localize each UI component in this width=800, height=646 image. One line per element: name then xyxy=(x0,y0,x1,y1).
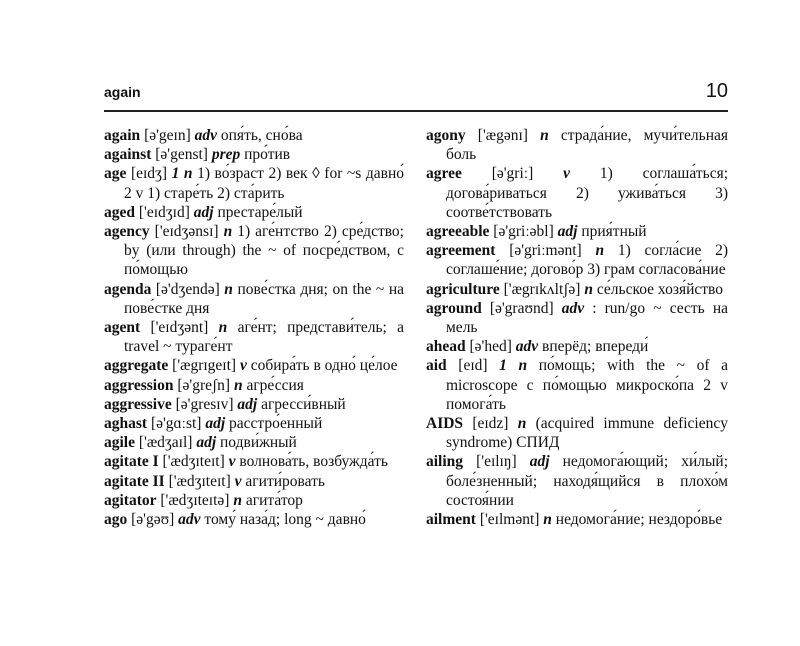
part-of-speech: v xyxy=(239,357,247,375)
definition: 1) во́зраст 2) век ◊ for ~s давно́ 2 v 1) старе́ть 2) ста́рить xyxy=(124,165,405,202)
part-of-speech: adj xyxy=(557,223,578,241)
definition: се́льское хозя́йство xyxy=(596,280,723,298)
definition: агресси́вный xyxy=(261,395,346,413)
definition: подви́жный xyxy=(220,434,297,452)
dictionary-entry xyxy=(426,222,728,241)
headword: agile xyxy=(104,434,135,452)
pronunciation: [ə'greʃn] xyxy=(177,376,231,394)
definition: 1) согла́сие 2) соглаше́ние; догово́р 3) грам согласова́ние xyxy=(446,242,729,279)
definition: недомога́ющий; хи́лый; боле́зненный; находя́щийся в плохо́м состоя́нии xyxy=(446,453,729,509)
pronunciation: ['ægrɪgeɪt] xyxy=(172,357,237,375)
part-of-speech: adj xyxy=(205,415,226,433)
dictionary-entry xyxy=(426,510,728,529)
definition: вперёд; впереди́ xyxy=(542,338,649,356)
pronunciation: ['ægrɪkʌltʃə] xyxy=(503,280,581,298)
headword: agenda xyxy=(104,280,152,298)
part-of-speech: adv xyxy=(561,299,585,317)
pronunciation: [ə'hed] xyxy=(469,338,512,356)
part-of-speech: adj xyxy=(529,453,550,471)
dictionary-entry xyxy=(104,452,404,471)
dictionary-entry xyxy=(104,164,404,202)
part-of-speech: adj xyxy=(237,395,258,413)
dictionary-entry xyxy=(104,126,404,145)
headword: aground xyxy=(426,299,482,317)
definition: агре́ссия xyxy=(246,376,304,394)
headword: aged xyxy=(104,203,135,221)
pronunciation: [eɪdʒ] xyxy=(130,165,168,183)
part-of-speech: v xyxy=(234,472,242,490)
pronunciation: ['ægənɪ] xyxy=(477,127,528,144)
headword: agency xyxy=(104,223,150,241)
part-of-speech: n xyxy=(517,415,527,433)
page-header xyxy=(104,78,728,112)
definition: по́мощь; with the ~ of a microscope с по́мощью микроско́па 2 v помога́ть xyxy=(446,357,729,413)
headword: agreement xyxy=(426,242,496,260)
pronunciation: ['ædʒɪteɪt] xyxy=(168,472,231,490)
headword: agitate I xyxy=(104,453,159,471)
pronunciation: [ə'gɑːst] xyxy=(150,415,202,433)
headword: age xyxy=(104,165,127,183)
headword: aghast xyxy=(104,415,148,433)
page-number: 10 xyxy=(705,80,728,102)
part-of-speech: adj xyxy=(193,203,214,221)
headword: agent xyxy=(104,319,141,337)
dictionary-entry xyxy=(426,126,728,164)
definition: опя́ть, сно́ва xyxy=(220,127,303,144)
pronunciation: ['eɪlmənt] xyxy=(479,511,540,529)
headword: against xyxy=(104,146,152,164)
dictionary-entry xyxy=(104,491,404,510)
running-head: again xyxy=(104,84,141,100)
part-of-speech: n xyxy=(584,280,593,298)
part-of-speech: n xyxy=(223,223,233,241)
pronunciation: [ə'dʒendə] xyxy=(155,280,220,298)
pronunciation: ['eɪdʒɪd] xyxy=(138,203,190,221)
headword: ahead xyxy=(426,338,466,356)
part-of-speech: v xyxy=(228,453,236,471)
part-of-speech: 1 n xyxy=(499,357,528,375)
headword: aggregate xyxy=(104,357,169,375)
pronunciation: [ə'gəʊ] xyxy=(131,511,175,529)
dictionary-entry xyxy=(104,433,404,452)
dictionary-entry xyxy=(104,280,404,318)
dictionary-entry xyxy=(104,145,404,164)
headword: agriculture xyxy=(426,280,500,298)
headword: again xyxy=(104,127,141,144)
headword: ailing xyxy=(426,453,464,471)
part-of-speech: adv xyxy=(194,127,218,144)
pronunciation: [eɪd] xyxy=(458,357,488,375)
dictionary-entry xyxy=(104,203,404,222)
definition: про́тив xyxy=(244,146,291,164)
dictionary-entry xyxy=(104,222,404,280)
dictionary-entry xyxy=(426,280,728,299)
part-of-speech: n xyxy=(224,280,233,298)
definition: страда́ние, мучи́тельная боль xyxy=(446,127,729,164)
pronunciation: ['ædʒɪteɪt] xyxy=(162,453,225,471)
part-of-speech: prep xyxy=(211,146,241,164)
pronunciation: [ə'griːmənt] xyxy=(509,242,582,260)
pronunciation: [ə'gresɪv] xyxy=(175,395,234,413)
definition: агити́ровать xyxy=(245,472,325,490)
dictionary-entry xyxy=(104,395,404,414)
definition: аге́нт; представи́тель; a travel ~ тураге́нт xyxy=(124,319,405,356)
headword: ailment xyxy=(426,511,476,529)
headword: agitator xyxy=(104,491,157,509)
headword: AIDS xyxy=(426,415,464,433)
dictionary-entry xyxy=(104,356,404,375)
dictionary-entry xyxy=(104,472,404,491)
dictionary-entry xyxy=(426,299,728,337)
pronunciation: [ə'griː] xyxy=(491,165,534,183)
definition: 1) аге́нтство 2) сре́дство; by (или through) the ~ of посре́дством, с по́мощью xyxy=(124,223,404,279)
dictionary-entry xyxy=(426,337,728,356)
headword: agreeable xyxy=(426,223,490,241)
part-of-speech: n xyxy=(540,127,549,144)
headword: aid xyxy=(426,357,447,375)
pronunciation: [eɪdz] xyxy=(472,415,509,433)
dictionary-entry xyxy=(104,414,404,433)
pronunciation: ['eɪlɪŋ] xyxy=(476,453,517,471)
headword: agitate II xyxy=(104,472,165,490)
dictionary-entry xyxy=(426,241,728,279)
headword: aggressive xyxy=(104,395,172,413)
pronunciation: [ə'graʊnd] xyxy=(489,299,554,317)
pronunciation: ['ædʒaɪl] xyxy=(138,434,193,452)
left-column xyxy=(104,126,404,529)
part-of-speech: adv xyxy=(515,338,539,356)
pronunciation: ['ædʒɪteɪtə] xyxy=(160,491,230,509)
dictionary-entry xyxy=(104,510,404,529)
headword: agree xyxy=(426,165,462,183)
definition: : run/go ~ сесть на мель xyxy=(446,299,729,337)
dictionary-entry xyxy=(426,356,728,414)
definition: 1) соглаша́ться; догова́риваться 2) ужива́ться 3) соотве́тствовать xyxy=(446,165,729,221)
pronunciation: [ə'geɪn] xyxy=(144,127,191,144)
definition: собира́ть в одно́ це́лое xyxy=(250,357,398,375)
definition: агита́тор xyxy=(245,491,303,509)
definition: недомога́ние; нездоро́вье xyxy=(555,511,723,529)
headword: aggression xyxy=(104,376,174,394)
dictionary-entry xyxy=(104,376,404,395)
definition: волнова́ть, возбужда́ть xyxy=(239,453,388,471)
dictionary-entry xyxy=(104,318,404,356)
part-of-speech: v xyxy=(563,165,570,183)
pronunciation: [ə'genst] xyxy=(155,146,208,164)
dictionary-entry xyxy=(426,164,728,222)
headword: ago xyxy=(104,511,128,529)
definition: прия́тный xyxy=(581,223,647,241)
definition: престаре́лый xyxy=(217,203,303,221)
headword: agony xyxy=(426,127,466,144)
definition: (acquired immune deficiency syndrome) СПИД xyxy=(446,415,728,452)
dictionary-entry xyxy=(426,414,728,452)
pronunciation: [ə'griːəbl] xyxy=(493,223,554,241)
part-of-speech: n xyxy=(233,491,242,509)
part-of-speech: n xyxy=(218,319,228,337)
pronunciation: ['eɪdʒənt] xyxy=(150,319,209,337)
right-column xyxy=(426,126,728,529)
part-of-speech: n xyxy=(233,376,243,394)
pronunciation: ['eɪdʒənsɪ] xyxy=(154,223,219,241)
definition: расстро́енный xyxy=(229,415,323,433)
part-of-speech: n xyxy=(543,511,552,529)
part-of-speech: adj xyxy=(196,434,217,452)
part-of-speech: n xyxy=(595,242,605,260)
dictionary-entry xyxy=(426,452,728,510)
definition: тому́ наза́д; long ~ давно́ xyxy=(204,511,366,529)
part-of-speech: adv xyxy=(178,511,201,529)
definition: пове́стка дня; on the ~ на пове́стке дня xyxy=(124,280,404,317)
part-of-speech: 1 n xyxy=(171,165,193,183)
